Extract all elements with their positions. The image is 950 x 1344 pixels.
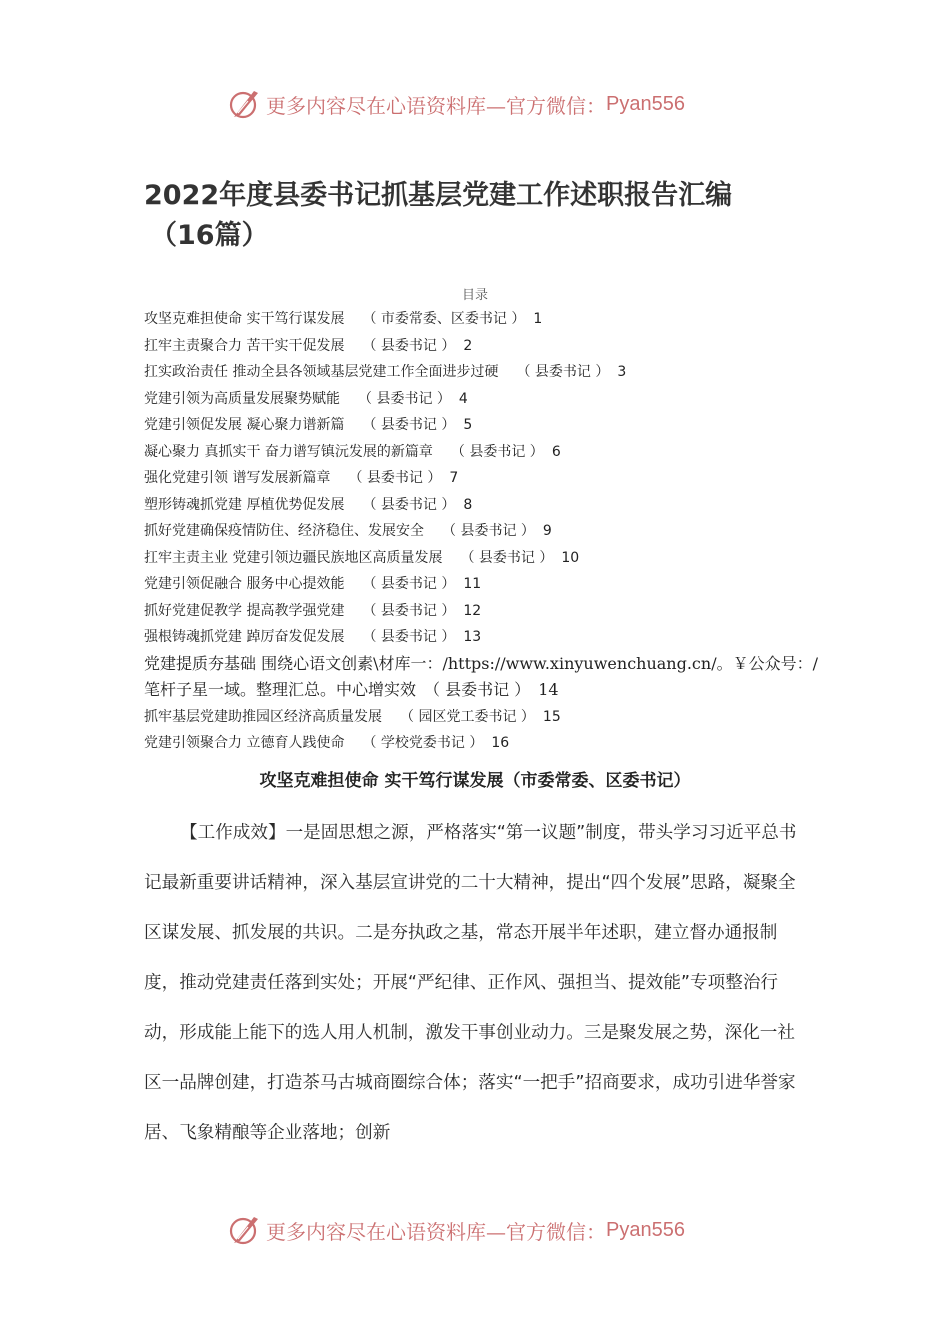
document-title [144,176,804,256]
toc-heading: 目录 [461,288,488,303]
body-paragraph: 【工作成效】一是固思想之源，严格落实“第一议题”制度，带头学习习近平总书记最新重要讲话精神，深入基层宣讲党的二十大精神，提出“四个发展”思路，凝聚全区谋发展、抓发展的共识。二是夯执政之基，常态开展半年述职，建立督办通报制度，推动党建责任落到实处；开展“严纪律、正作风、强担当、提效能”专项整治行动，形成能上能下的选人用人机制，激发干事创业动力。三是聚发展之势，深化一社区一品牌创建，打造茶马古城商圈综合体；落实“一把手”招商要求，成功引进华誉家居、飞象精酿等企业落地；创新 [144,823,797,1143]
feather-pen-logo-icon [228,87,262,121]
toc-item: 党建引领促融合 服务中心提效能 （ 县委书记 ） 11 [144,576,482,592]
toc-item: 党建引领促发展 凝心聚力谱新篇 （ 县委书记 ） 5 [144,417,473,433]
toc-item: 抓好党建确保疫情防住、经济稳住、发展安全 （ 县委书记 ） 9 [144,523,552,539]
section-title: 攻坚克难担使命 实干笃行谋发展（市委常委、区委书记） [259,771,691,791]
toc-item: 抓好党建促教学 提高教学强党建 （ 县委书记 ） 12 [144,602,482,619]
watermark-text: 更多内容尽在心语资料库—官方微信： [266,93,606,118]
title-line-1: 2022年度县委书记抓基层党建工作述职报告汇编 [144,180,733,211]
toc-item: 党建引领聚合力 立德育人践使命 （ 学校党委书记 ） 16 [144,735,510,751]
watermark-id: Pyan556 [606,92,685,115]
toc-item: 强化党建引领 谱写发展新篇章 （ 县委书记 ） 7 [144,470,459,486]
watermark-text: 更多内容尽在心语资料库—官方微信： [266,1219,606,1244]
toc-item: 党建提质夯基础 围绕心语文创素\材库一：/https://www.xinyuwenchuang.cn/。￥公众号：/笔杆子星一域。整理汇总。中心增实效 （ 县委书记 ） 14 [144,653,818,699]
toc-item: 党建引领为高质量发展聚势赋能 （ 县委书记 ） 4 [144,390,468,407]
table-of-contents [144,306,824,757]
feather-pen-logo-icon [228,1213,262,1247]
toc-item: 强根铸魂抓党建 踔厉奋发促发展 （ 县委书记 ） 13 [144,629,482,645]
watermark-id: Pyan556 [606,1218,685,1241]
watermark-header [228,84,685,124]
toc-item: 凝心聚力 真抓实干 奋力谱写镇沅发展的新篇章 （ 县委书记 ） 6 [144,443,561,460]
title-line-2: （16篇） [150,220,269,251]
toc-item: 抓牢基层党建助推园区经济高质量发展 （ 园区党工委书记 ） 15 [144,708,561,725]
toc-item: 扛牢主责主业 党建引领边疆民族地区高质量发展 （ 县委书记 ） 10 [144,549,580,566]
toc-item: 扛牢主责聚合力 苦干实干促发展 （ 县委书记 ） 2 [144,337,473,354]
watermark-footer [228,1210,685,1250]
toc-item: 攻坚克难担使命 实干笃行谋发展 （ 市委常委、区委书记 ） 1 [144,311,543,327]
toc-item: 扛实政治责任 推动全县各领域基层党建工作全面进步过硬 （ 县委书记 ） 3 [144,364,627,380]
toc-item: 塑形铸魂抓党建 厚植优势促发展 （ 县委书记 ） 8 [144,496,473,513]
